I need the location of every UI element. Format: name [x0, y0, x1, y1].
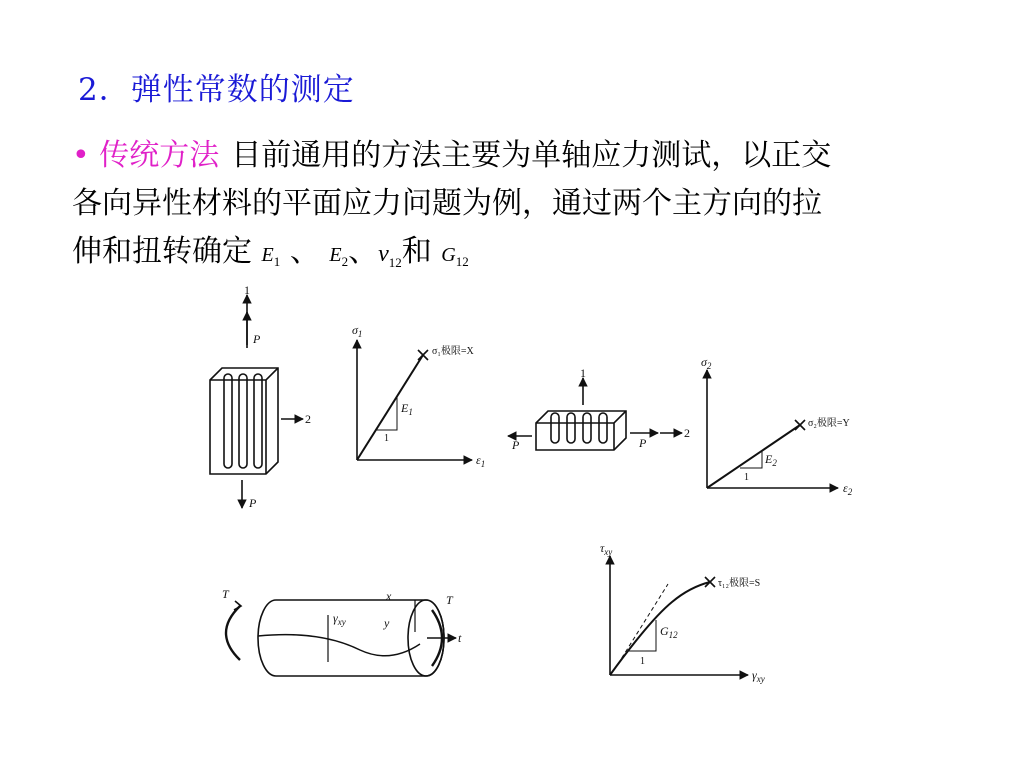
slope-run-label: 1: [640, 656, 645, 667]
stress-strain-line: [357, 355, 423, 460]
strain-gauge-3: [583, 413, 591, 443]
axis-1-label: 1: [244, 283, 250, 297]
torque-right-label: T: [446, 593, 453, 607]
force-p-left-label: P: [512, 438, 520, 452]
figure-horizontal-specimen: [508, 366, 690, 452]
limit-label: σ₂极限=Y: [808, 418, 850, 429]
torque-left-label: T: [222, 587, 229, 601]
limit-label: τ₁₂极限=S: [718, 578, 761, 589]
failure-mark: [795, 420, 805, 430]
bullet-text-line-1: 目前通用的方法主要为单轴应力测试，以正交: [231, 138, 832, 173]
axis-2-label: 2: [684, 426, 690, 440]
symbol-nu12: $\nu_{12}$: [378, 241, 402, 270]
slope-run-label: 1: [384, 433, 389, 444]
strain-gauge-1: [551, 413, 559, 443]
strain-gauge-3: [254, 374, 262, 468]
stress-strain-line: [707, 425, 800, 488]
figure-vertical-specimen: [210, 283, 311, 510]
symbol-g12: $G_{12}$: [441, 244, 469, 269]
block-body: [210, 368, 278, 474]
strain-gauge-2: [239, 374, 247, 468]
strain-gauge-2: [567, 413, 575, 443]
limit-label: σ₁极限=X: [432, 346, 474, 357]
symbol-e1: $E_1$: [261, 244, 281, 269]
torque-left-arc: [226, 606, 240, 660]
slope-label: $E_1$: [401, 401, 413, 417]
symbol-e2: $E_2$: [329, 244, 349, 269]
force-p-top-label: P: [253, 332, 261, 346]
force-p-bottom-label: P: [249, 496, 257, 510]
y-label: y: [384, 616, 390, 630]
separator-2: 、: [348, 234, 379, 269]
block-body: [536, 411, 626, 450]
x-axis-label: $\gamma_{xy}$: [752, 668, 765, 684]
bullet-text-line-3: 伸和扭转确定: [72, 234, 252, 269]
figure-stress-strain-1: [352, 323, 485, 469]
axis-2-label: 2: [305, 412, 311, 426]
and-word: 和: [401, 234, 432, 269]
y-axis-label: $\tau_{xy}$: [600, 541, 613, 557]
figure-shear-curve: [600, 541, 765, 684]
bullet-marker: •: [72, 138, 90, 173]
x-axis-label: $\varepsilon_2$: [843, 481, 853, 497]
y-axis-label: $\sigma_2$: [701, 355, 712, 371]
axis-1-label: 1: [580, 366, 586, 380]
figure-torsion-cylinder: [222, 587, 462, 676]
strain-gauge-4: [599, 413, 607, 443]
section-title: 弹性常数的测定: [130, 72, 355, 108]
separator-1: 、: [289, 234, 320, 269]
slope-run-label: 1: [744, 472, 749, 483]
cylinder-body: [258, 600, 444, 676]
gamma-label: $\gamma_{xy}$: [333, 611, 346, 627]
section-number: 2．: [78, 72, 131, 108]
strain-gauge-1: [224, 374, 232, 468]
twisted-line: [258, 635, 420, 656]
failure-mark: [418, 350, 428, 360]
figure-stress-strain-2: [701, 355, 853, 497]
t-label: t: [458, 631, 462, 645]
bullet-keyword: 传统方法: [99, 138, 220, 173]
x-axis-label: $\varepsilon_1$: [476, 453, 486, 469]
slope-label: $E_2$: [765, 452, 777, 468]
x-label: x: [386, 589, 392, 603]
bullet-text-line-2: 各向异性材料的平面应力问题为例，通过两个主方向的拉: [72, 186, 822, 221]
y-axis-label: $\sigma_1$: [352, 323, 363, 339]
slope-label: $G_{12}$: [660, 624, 678, 640]
force-p-right-label: P: [639, 436, 647, 450]
